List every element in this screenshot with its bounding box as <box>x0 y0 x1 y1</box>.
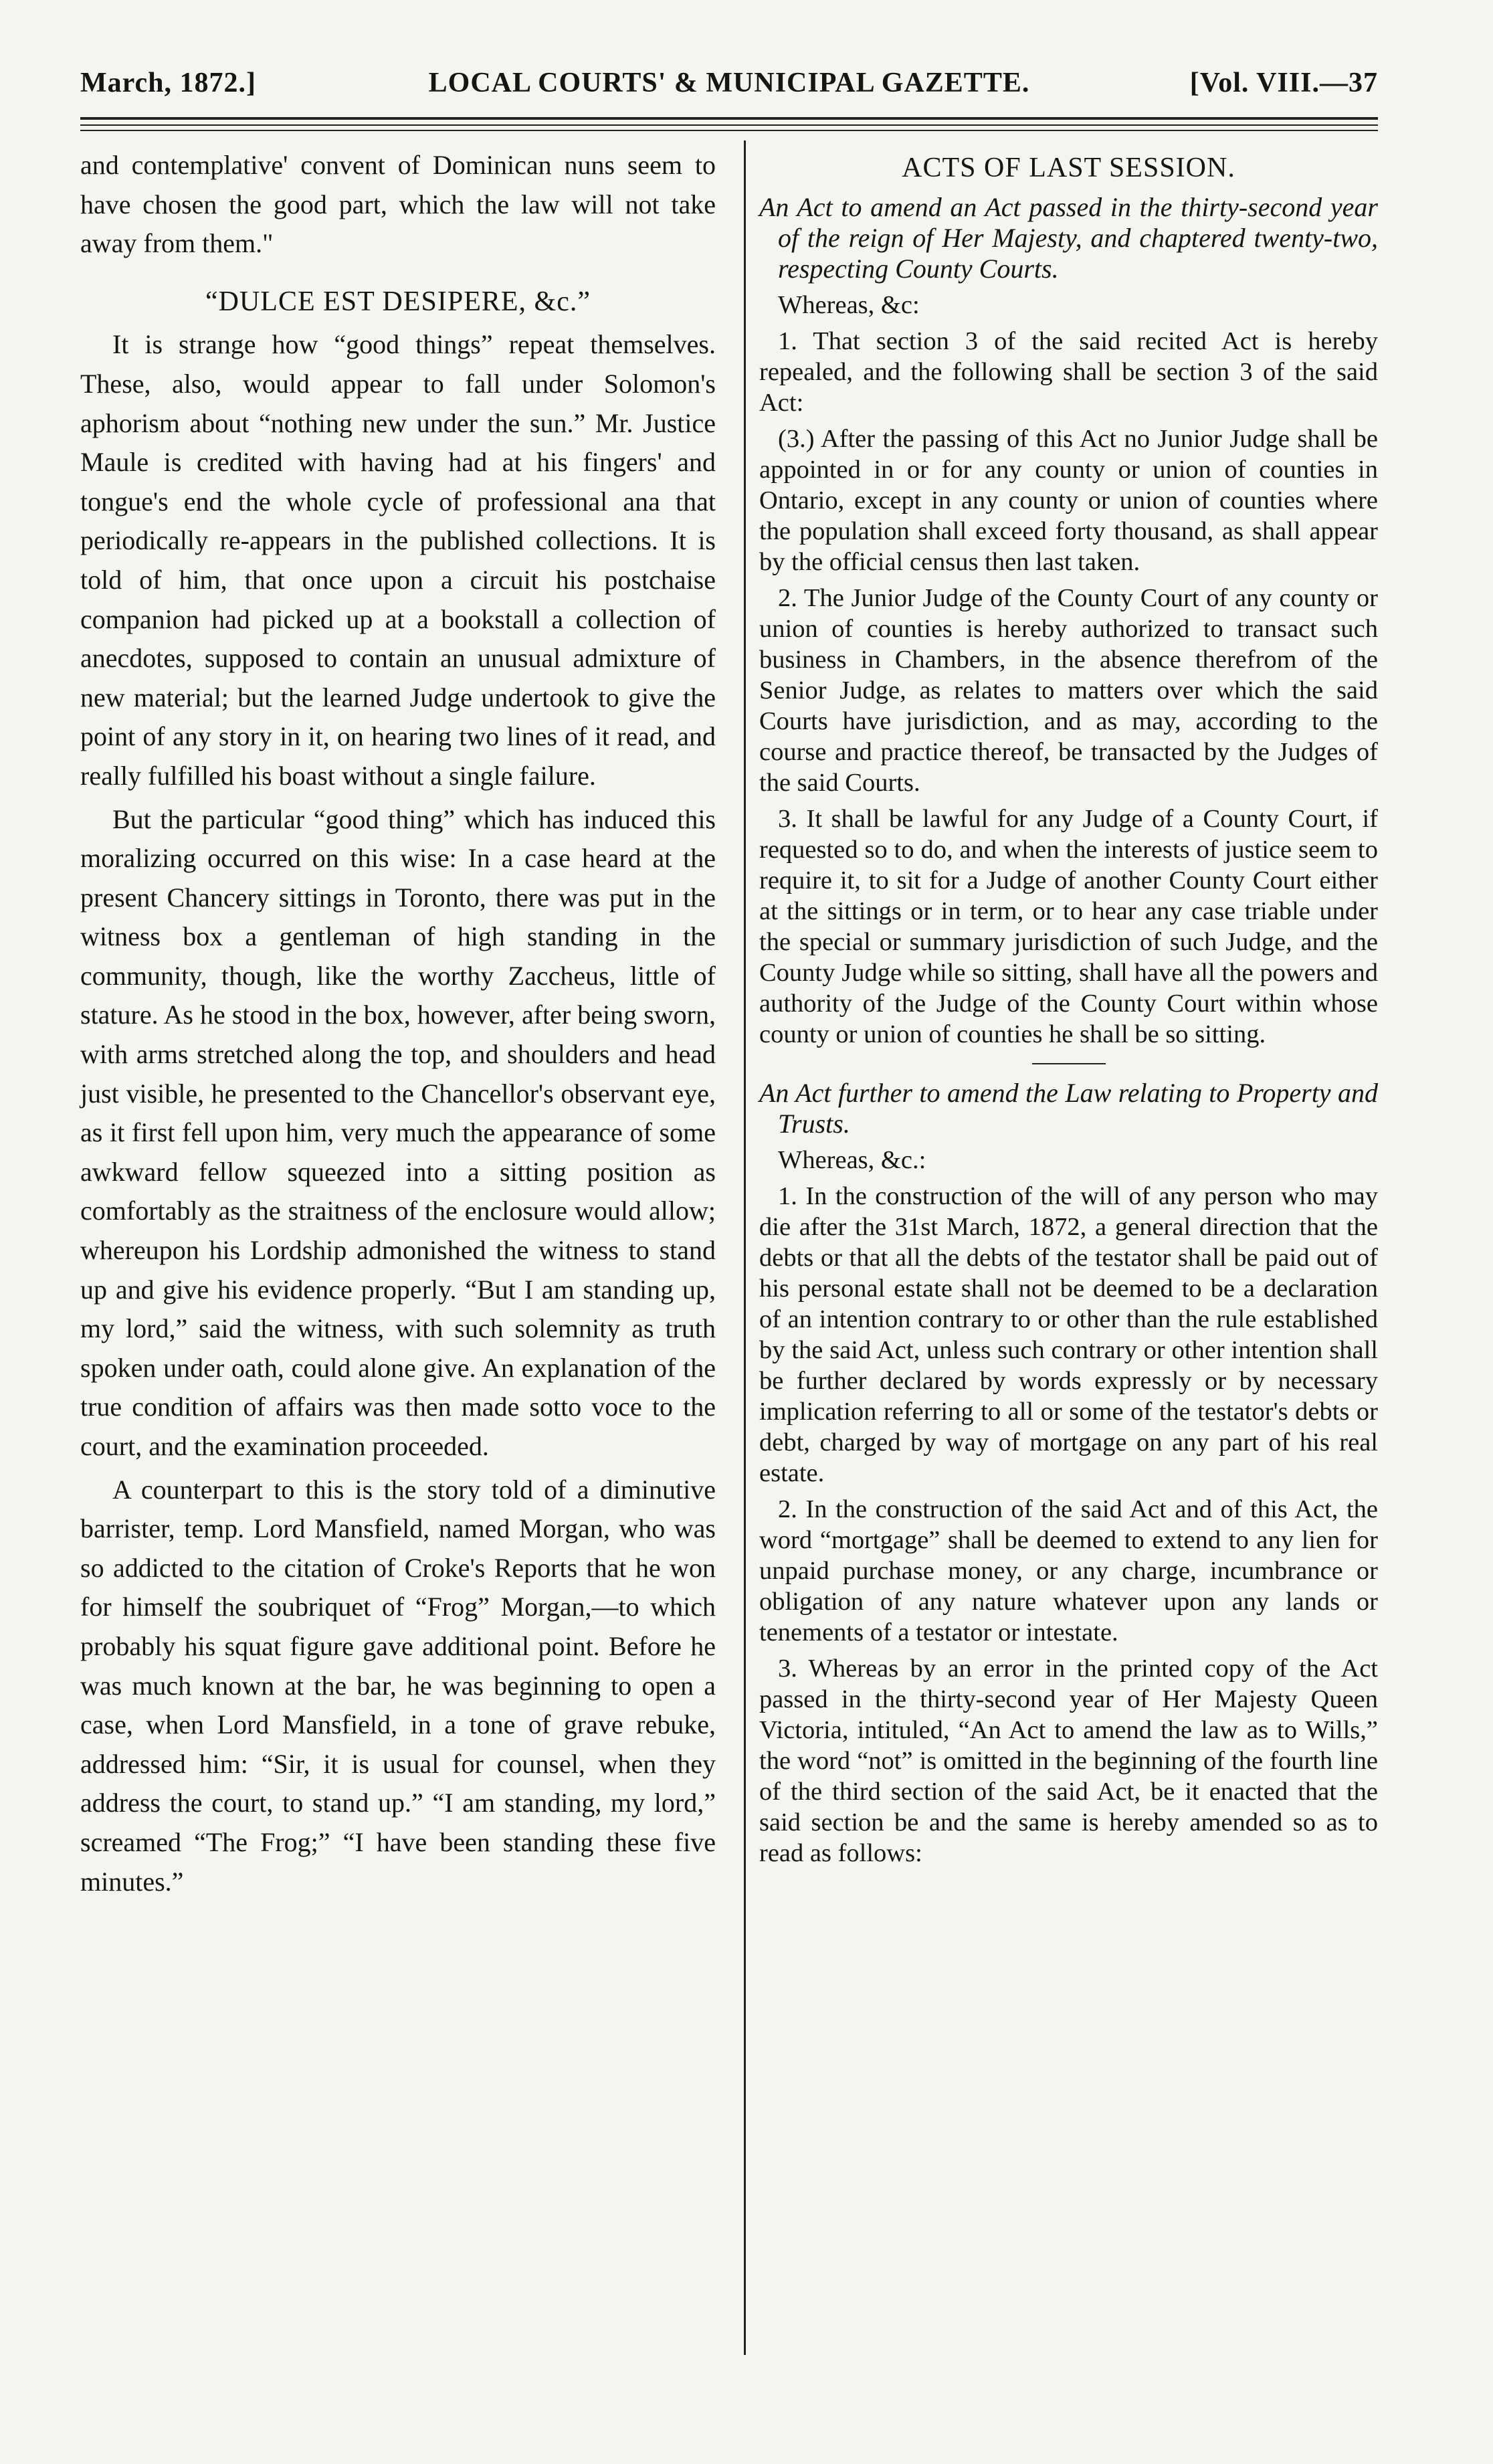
act-paragraph: 3. It shall be lawful for any Judge of a County Court, if requested so to do, and when the interests of justice seem to require it, to sit for a Judge of another County Court either at the sittings or in term, or to hear any case triable under the special or summary jurisdiction of such Judge, and the County Judge while so sitting, shall have all the powers and authority of the Judge of the County Court within whose county or union of counties he shall be so sitting. <box>759 804 1378 1048</box>
section-heading: ACTS OF LAST SESSION. <box>902 153 1235 183</box>
article-paragraph: But the particular “good thing” which has induced this moralizing occurred on this wise: In a case heard at the present Chancery sittings in Toronto, there was put in the witness box a gentleman of high standing in the community, though, like the worthy Zaccheus, little of stature. As he stood in the box, however, after being sworn, with arms stretched along the top, and shoulders and head just visible, he presented to the Chancellor's observant eye, as it first fell upon him, very much the appearance of some awkward fellow squeezed into a sitting position as comfortably as the straitness of the enclosure would allow; whereupon his Lordship admonished the witness to stand up and give his evidence properly. “But I am standing up, my lord,” said the witness, with such solemnity as truth spoken under oath, could alone give. An explanation of the true condition of affairs was then made sotto voce to the court, and the examination proceeded. <box>80 803 716 1461</box>
act-paragraph: 1. In the construction of the will of any person who may die after the 31st March, 1872, a general direction that the debts or that all the debts of the testator shall be paid out of his personal estate shall not be deemed to be a declaration of an intention contrary to or other than the rule established by the said Act, unless such contrary or other intention shall be further declared by words expressly or by necessary implication referring to all or some of the testator's debts or debt, charged by way of mortgage on any part of his real estate. <box>759 1181 1378 1487</box>
article-paragraph: A counterpart to this is the story told of a diminutive barrister, temp. Lord Mansfield, named Morgan, who was so addicted to the citation of Croke's Reports that he won for himself the soubriquet of “Frog” Morgan,—to which probably his squat figure gave additional point. Before he was much known at the bar, he was beginning to open a case, when Lord Mansfield, in a tone of grave rebuke, addressed him: “Sir, it is usual for counsel, when they address the court, to stand up.” “I am standing, my lord,” screamed “The Frog;” “I have been standing these five minutes.” <box>80 1474 716 1897</box>
header-date: March, 1872.] <box>80 68 257 98</box>
act-title: An Act further to amend the Law relating to Property and Trusts. <box>759 1077 1378 1139</box>
section-heading: “DULCE EST DESIPERE, &c.” <box>205 286 591 317</box>
section-divider <box>1032 1063 1106 1064</box>
header-rule <box>80 130 1378 131</box>
opening-fragment: and contemplative' convent of Dominican nuns seem to have chosen the good part, which the law will not take away from them." <box>80 150 716 259</box>
article-paragraph: It is strange how “good things” repeat themselves. These, also, would appear to fall under Solomon's aphorism about “nothing new under the sun.” Mr. Justice Maule is credited with having had at his fingers' and tongue's end the whole cycle of professional ana that periodically re-appears in the published collections. It is told of him, that once upon a circuit his postchaise companion had picked up at a bookstall a collection of anecdotes, supposed to contain an unusual admixture of new material; but the learned Judge undertook to give the point of any story in it, on hearing two lines of it read, and really fulfilled his boast without a single failure. <box>80 329 716 791</box>
act-paragraph: 2. In the construction of the said Act and of this Act, the word “mortgage” shall be deemed to extend to any lien for unpaid purchase money, or any charge, incumbrance or obligation of any nature whatever upon any lands or tenements of a testator or intestate. <box>759 1495 1378 1646</box>
header-volume: [Vol. VIII.—37 <box>1189 68 1378 98</box>
header-rule <box>80 117 1378 120</box>
left-column <box>80 146 716 1901</box>
right-column <box>759 146 1378 1869</box>
act-paragraph: 3. Whereas by an error in the printed copy of the Act passed in the thirty-second year of Her Majesty Queen Victoria, intituled, “An Act to amend the law as to Wills,” the word “not” is omitted in the beginning of the fourth line of the third section of the said Act, be it enacted that the said section be and the same is hereby amended so as to read as follows: <box>759 1654 1378 1867</box>
column-divider <box>744 140 746 2355</box>
act-paragraph: 2. The Junior Judge of the County Court of any county or union of counties is hereby authorized to transact such business in Chambers, in the absence therefrom of the Senior Judge, as relates to matters over which the said Courts have jurisdiction, and as may, according to the course and practice thereof, be transacted by the Judges of the said Courts. <box>759 583 1378 797</box>
act-paragraph: (3.) After the passing of this Act no Junior Judge shall be appointed in or for any county or union of counties in Ontario, except in any county or union of counties where the population shall exceed forty thousand, as shall appear by the official census then last taken. <box>759 424 1378 576</box>
running-header <box>80 67 1378 114</box>
header-publication: LOCAL COURTS' & MUNICIPAL GAZETTE. <box>428 68 1030 98</box>
act-paragraph: Whereas, &c.: <box>778 1145 926 1174</box>
act-title: An Act to amend an Act passed in the thirty-second year of the reign of Her Majesty, and chaptered twenty-two, respecting County Courts. <box>759 191 1378 284</box>
header-rule <box>80 124 1378 126</box>
act-paragraph: 1. That section 3 of the said recited Act is hereby repealed, and the following shall be section 3 of the said Act: <box>759 326 1378 417</box>
act-paragraph: Whereas, &c: <box>778 290 920 319</box>
